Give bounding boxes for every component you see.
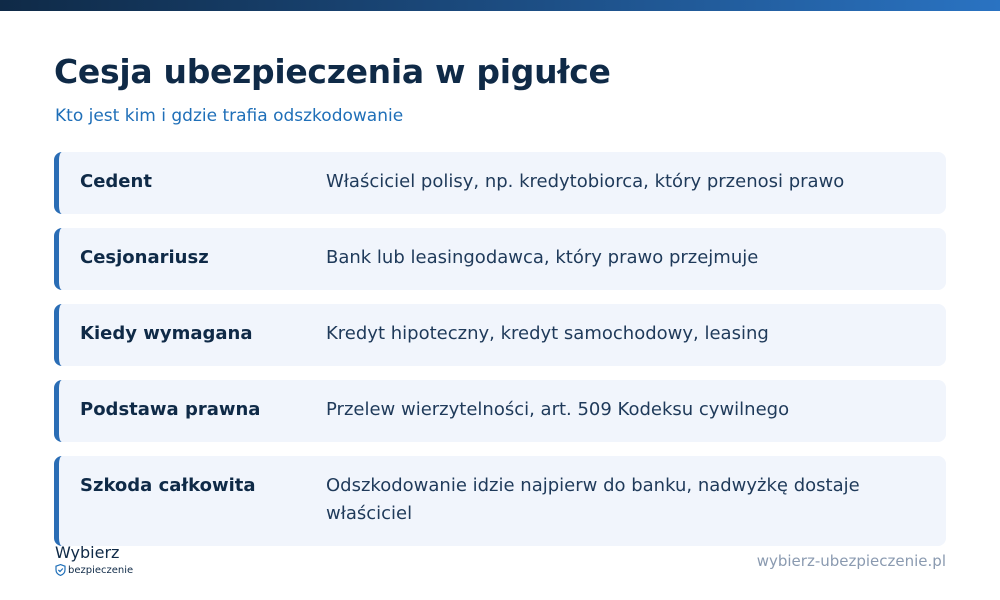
- logo-text-primary: Wybierz: [55, 543, 120, 562]
- row-definition: Właściciel polisy, np. kredytobiorca, który przenosi prawo: [326, 171, 845, 192]
- definition-list: [54, 152, 946, 560]
- row-definition: Odszkodowanie idzie najpierw do banku, nadwyżkę dostaje właściciel: [326, 475, 860, 524]
- row-term: Podstawa prawna: [80, 399, 261, 420]
- definition-row-podstawa-prawna: [54, 380, 946, 442]
- logo-secondary-line: [55, 564, 133, 576]
- page-title: Cesja ubezpieczenia w pigułce: [54, 52, 611, 91]
- page-subtitle: Kto jest kim i gdzie trafia odszkodowanie: [55, 106, 404, 126]
- shield-check-icon: [55, 564, 66, 576]
- row-definition: Bank lub leasingodawca, który prawo przejmuje: [326, 247, 759, 268]
- top-accent-bar: [0, 0, 1000, 11]
- brand-logo[interactable]: [55, 544, 133, 576]
- definition-row-kiedy-wymagana: [54, 304, 946, 366]
- row-term: Cesjonariusz: [80, 247, 209, 268]
- row-definition: Przelew wierzytelności, art. 509 Kodeksu cywilnego: [326, 399, 790, 420]
- row-term: Kiedy wymagana: [80, 323, 253, 344]
- definition-row-szkoda-calkowita: [54, 456, 946, 546]
- row-definition: Kredyt hipoteczny, kredyt samochodowy, leasing: [326, 323, 769, 344]
- website-link[interactable]: wybierz-ubezpieczenie.pl: [756, 552, 946, 570]
- row-term: Cedent: [80, 171, 152, 192]
- definition-row-cesjonariusz: [54, 228, 946, 290]
- logo-text-secondary: bezpieczenie: [68, 564, 134, 576]
- definition-row-cedent: [54, 152, 946, 214]
- row-term: Szkoda całkowita: [80, 475, 256, 496]
